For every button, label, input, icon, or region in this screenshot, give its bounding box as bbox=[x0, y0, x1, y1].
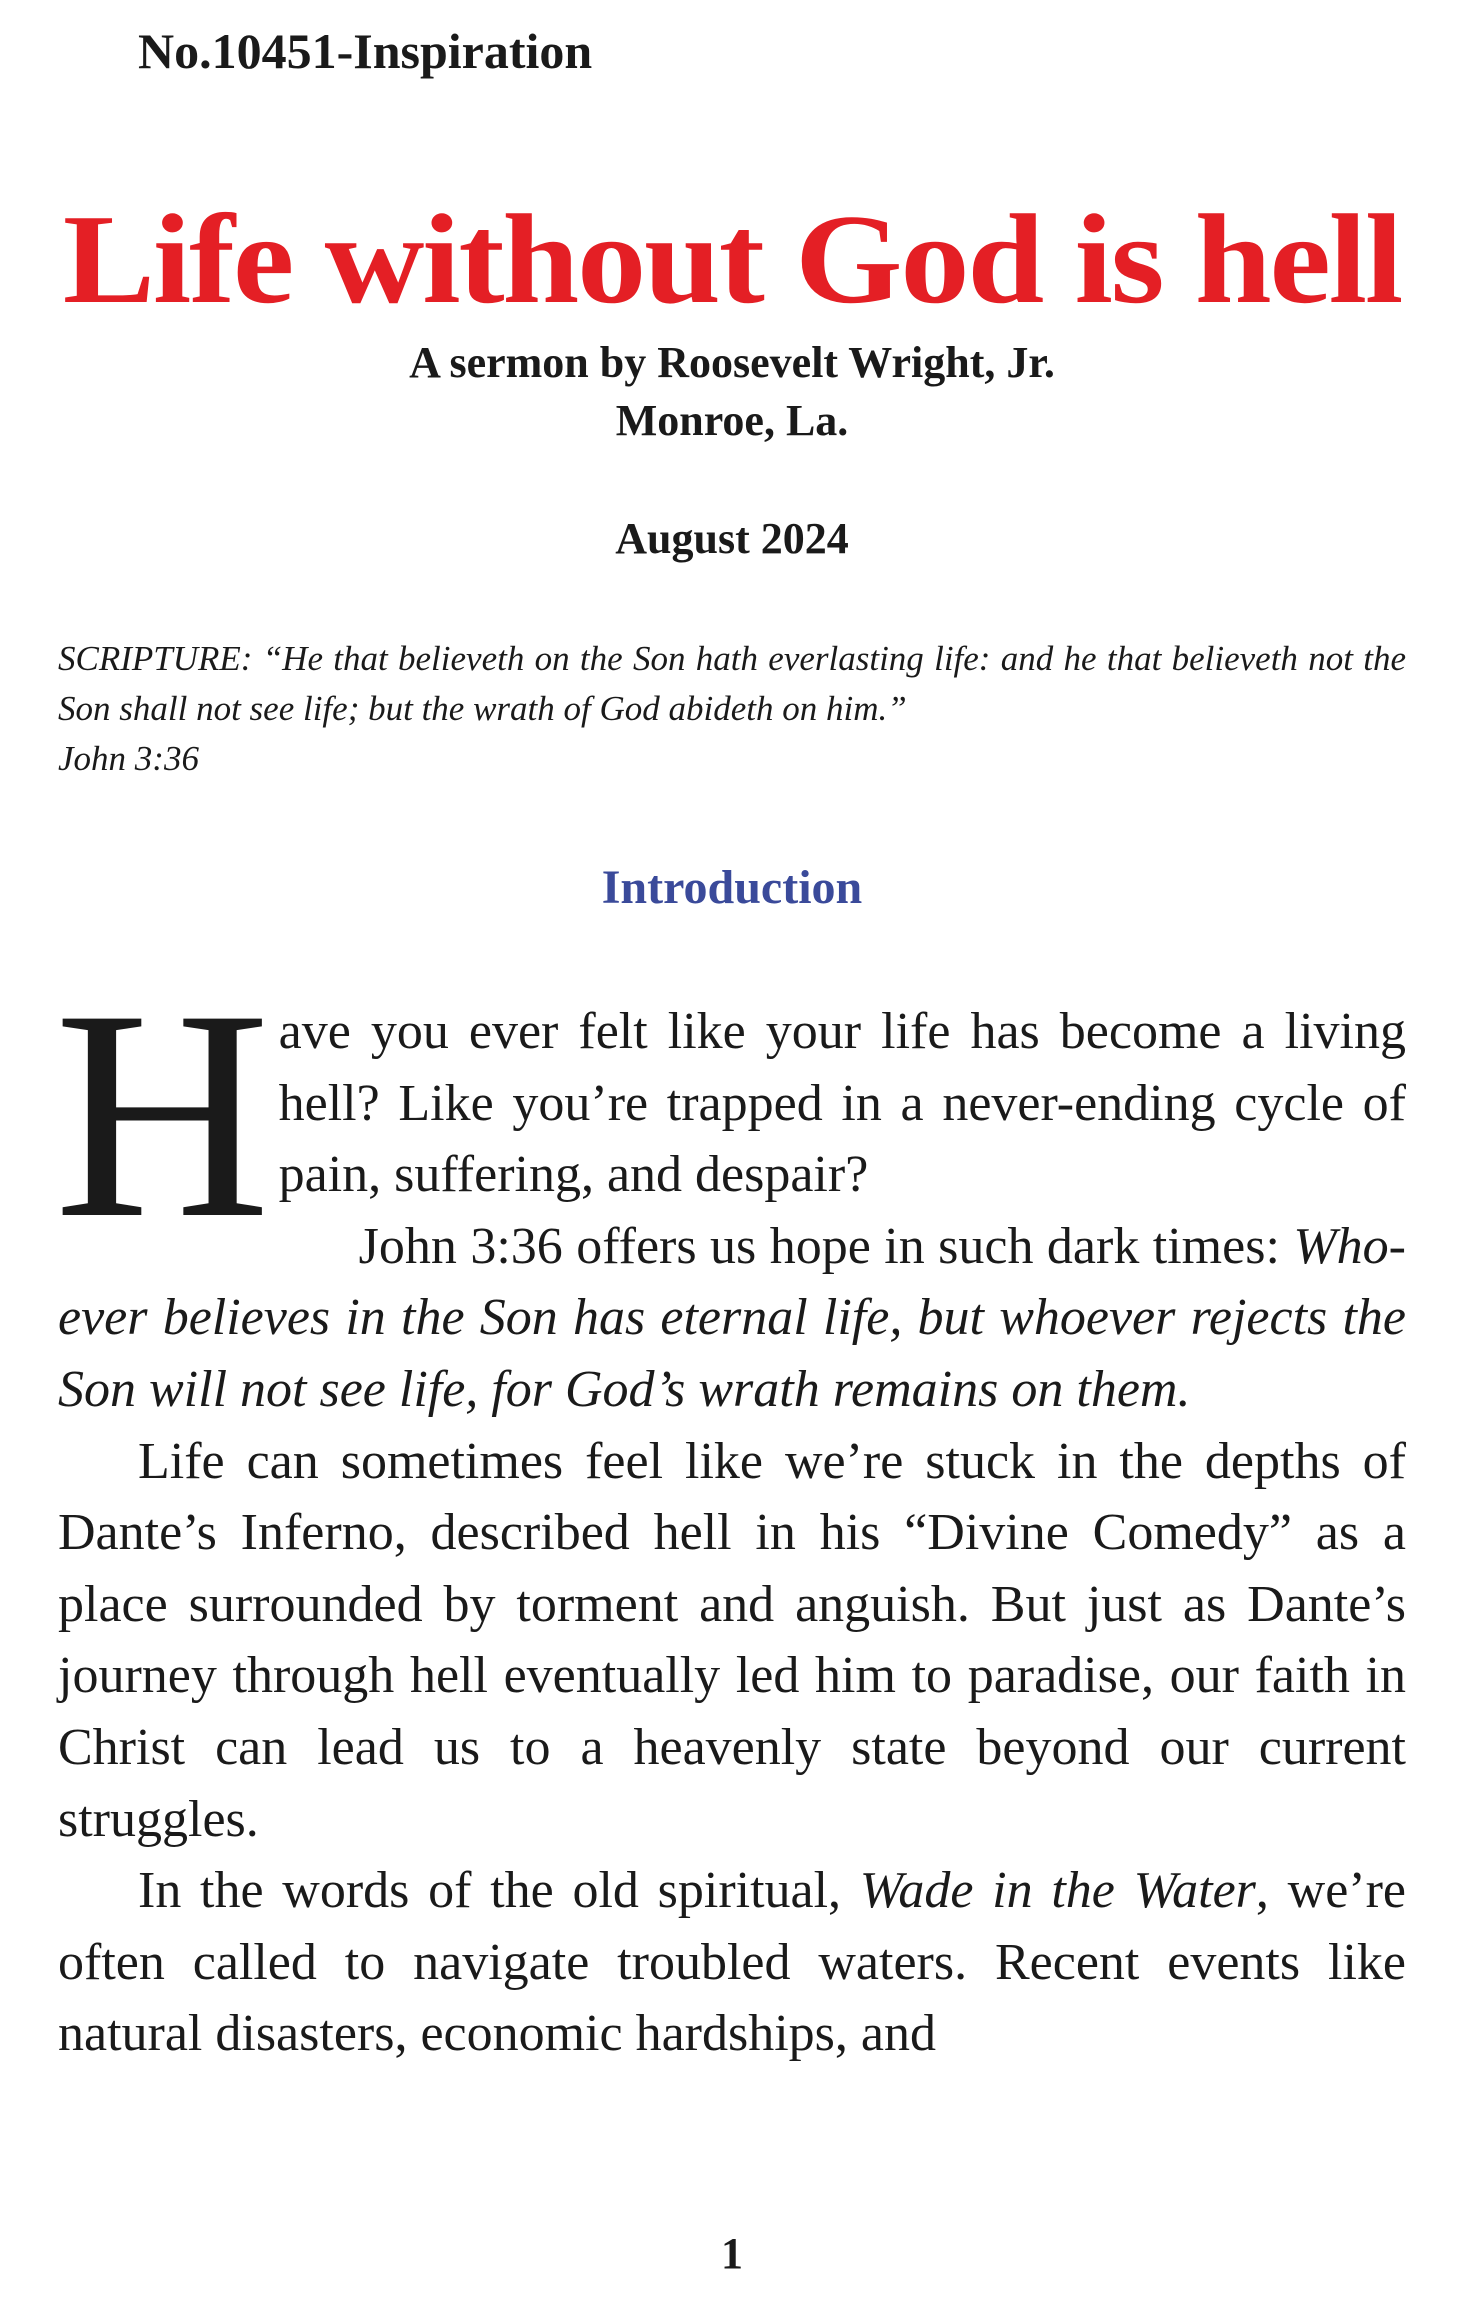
scripture-block bbox=[58, 634, 1406, 784]
issue-number: No.10451-Inspiration bbox=[138, 23, 593, 79]
section-heading-introduction: Introduction bbox=[601, 861, 863, 914]
scripture-text: SCRIPTURE: “He that believeth on the Son hath everlasting life: and he that believeth not the Son shall not see life; but the wrath of God abideth on him.” bbox=[58, 639, 1406, 728]
paragraph-3-text: Life can sometimes feel like we’re stuck in the depths of Dante’s Inferno, described hell in his “Divine Comedy” as a place surrounded by torment and anguish. But just as Dante’s journey through hell eventually led him to paradise, our faith in Christ can lead us to a heavenly state beyond our current struggles. bbox=[58, 1432, 1406, 1848]
sermon-title: Life without God is hell bbox=[62, 188, 1402, 330]
body-text bbox=[54, 948, 1406, 2070]
paragraph-4-lead: In the words of the old spiritual, bbox=[138, 1862, 860, 1920]
byline bbox=[58, 334, 1406, 450]
page-number: 1 bbox=[721, 2229, 743, 2278]
author-line: A sermon by Roosevelt Wright, Jr. bbox=[409, 338, 1055, 387]
paragraph-4-rest: , we’re often called to navigate troubled waters. Recent events like natural disasters, economic hardships, and bbox=[58, 1862, 1406, 2063]
paragraph-3 bbox=[58, 1426, 1406, 1856]
location-line: Monroe, La. bbox=[615, 396, 849, 445]
paragraph-1-text: ave you ever felt like your life has become a living hell? Like you’re trapped in a never-ending cycle of pain, suffering, and despair? bbox=[278, 1003, 1406, 1204]
scripture-reference: John 3:36 bbox=[58, 739, 199, 778]
paragraph-4-song-title: Wade in the Water bbox=[859, 1862, 1256, 1920]
paragraph-4 bbox=[58, 1855, 1406, 2070]
drop-cap: H bbox=[54, 948, 271, 1280]
document-page bbox=[54, 0, 1406, 2301]
paragraph-2-quote: Whoever believes in the Son has eternal life, but whoever rejects the Son will not see life, for God’s wrath remains on them. bbox=[58, 1217, 1406, 1418]
paragraph-2-lead: John 3:36 offers us hope in such dark times: bbox=[358, 1217, 1294, 1275]
publication-date: August 2024 bbox=[615, 514, 849, 563]
